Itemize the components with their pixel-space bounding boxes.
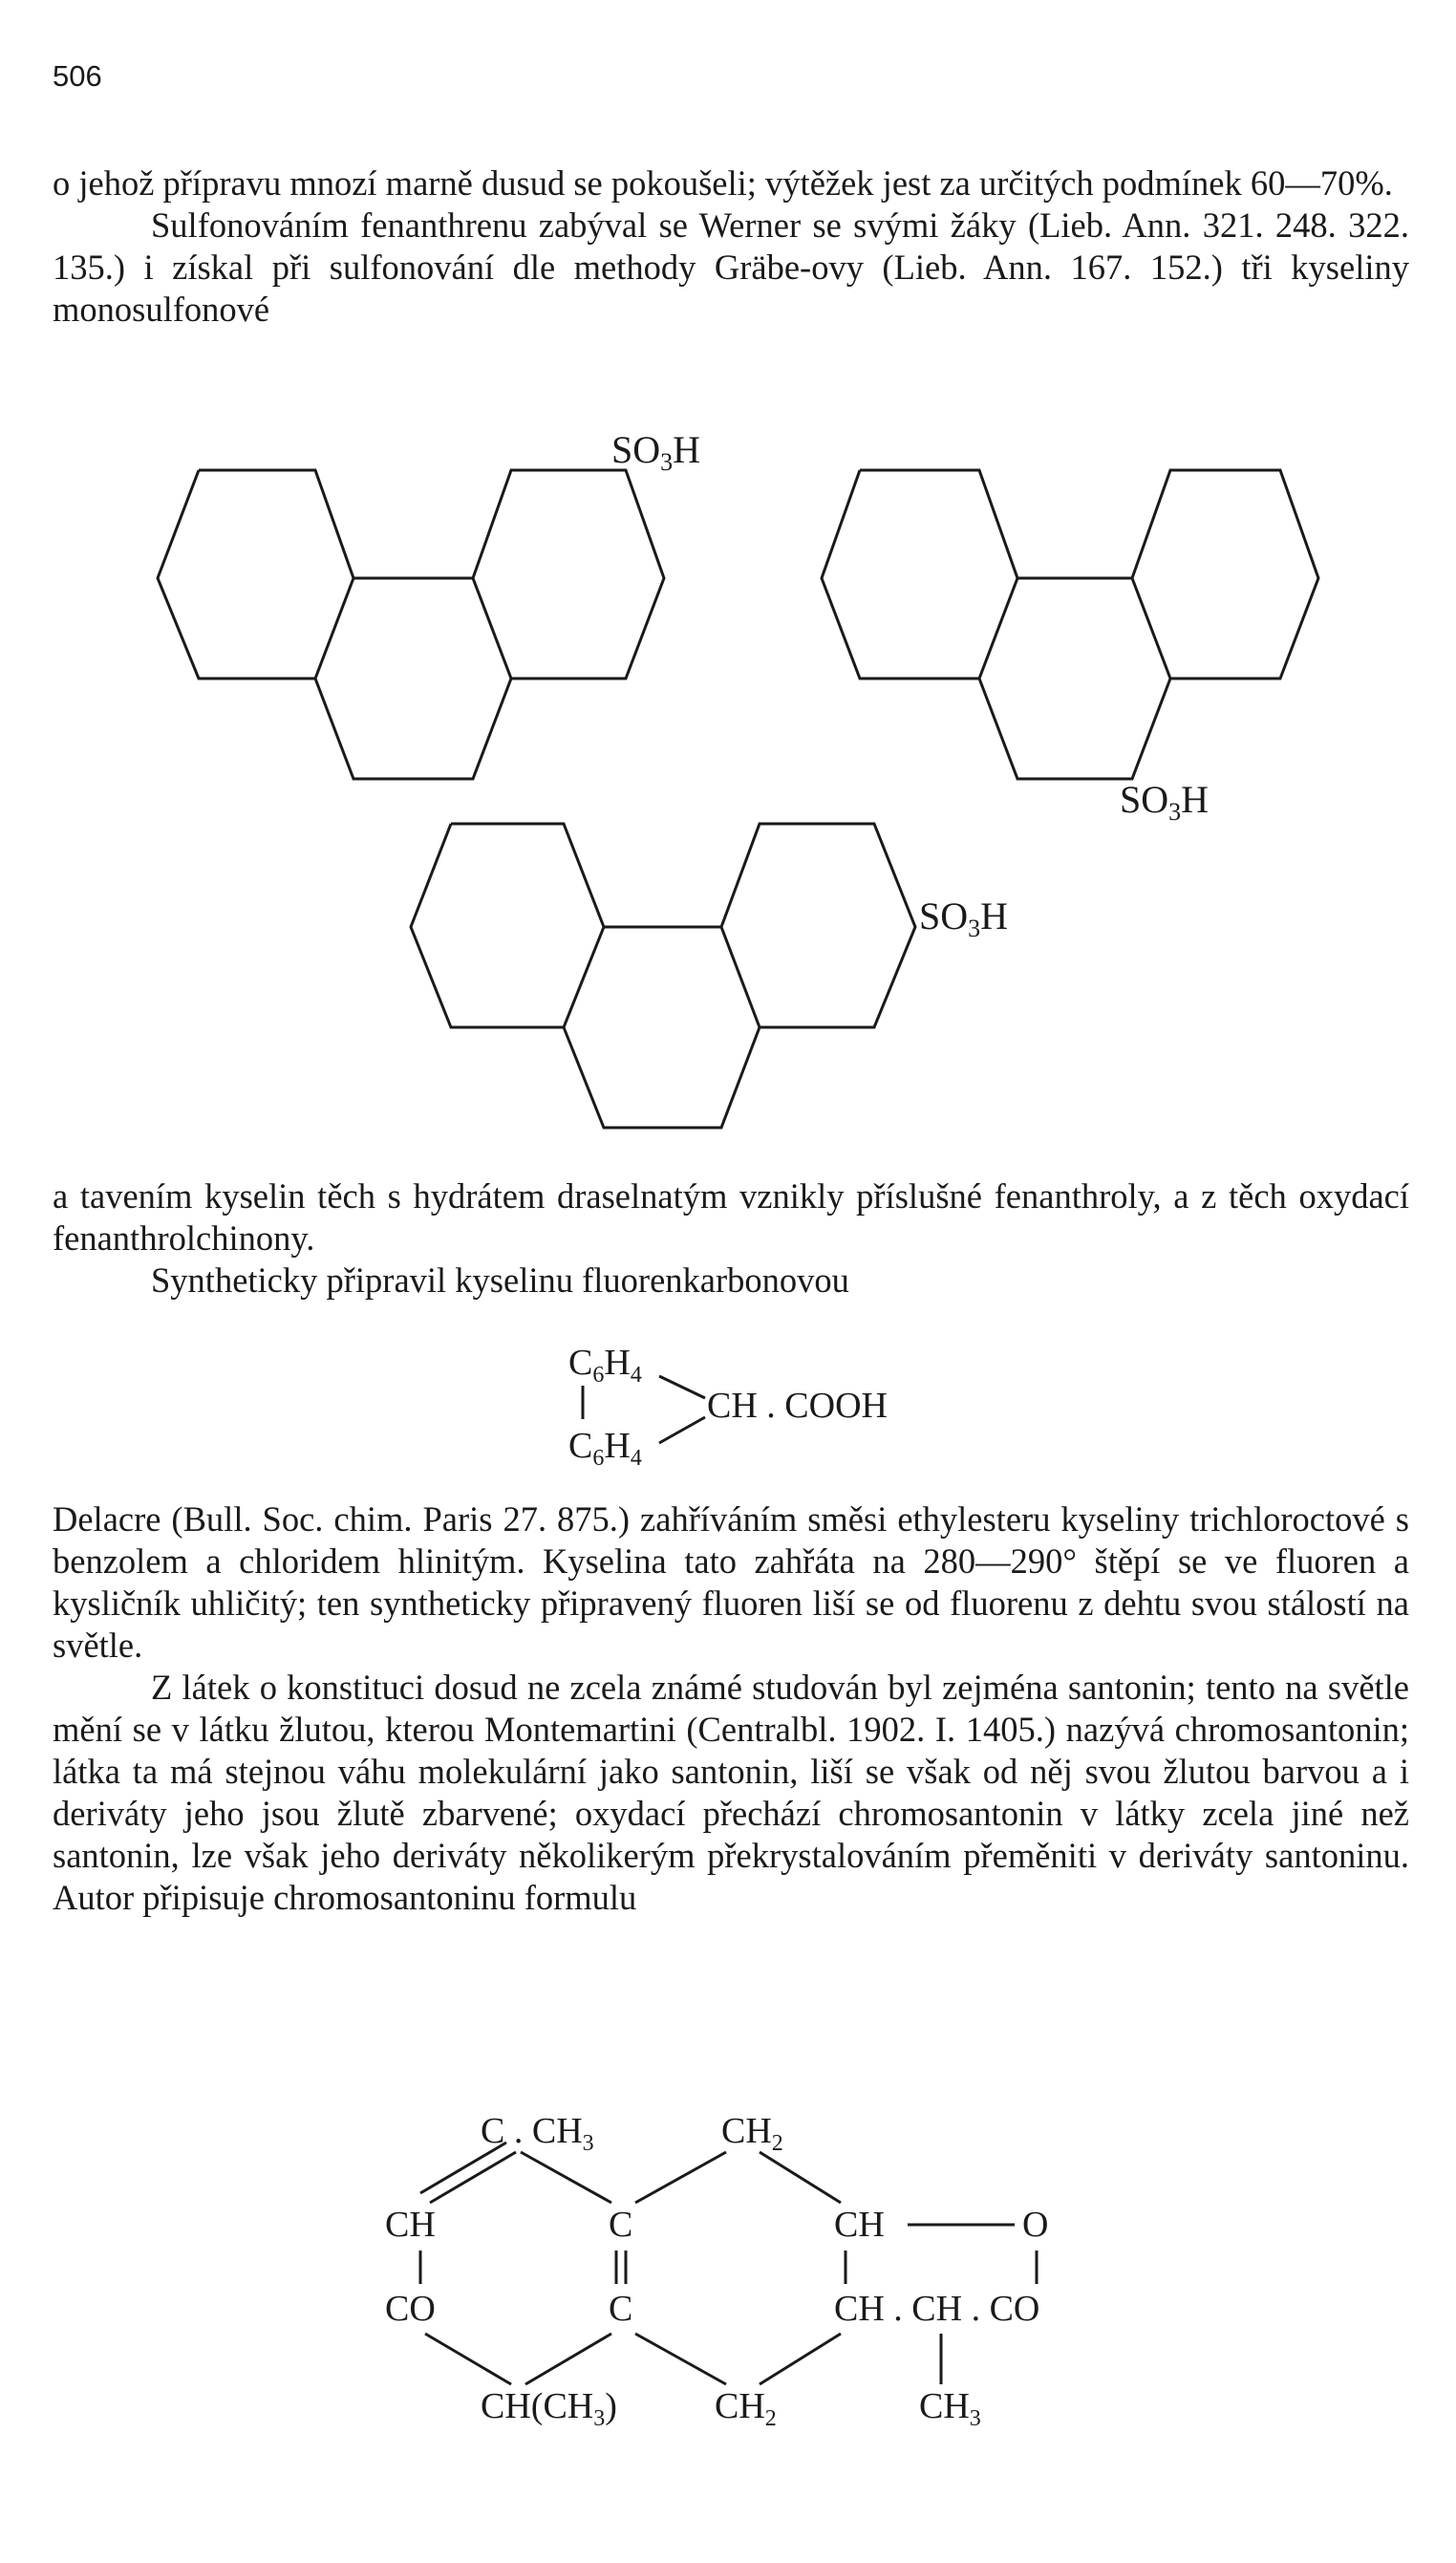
bond-c-ch2 [635, 2152, 726, 2203]
so3h-label-3: $SO_3H$ [919, 894, 1009, 942]
bond-ch-cch3-a [430, 2152, 516, 2203]
c-mid-bot-atom: C [609, 2289, 633, 2329]
paragraph-delacre: Delacre (Bull. Soc. chim. Paris 27. 875.) zahříváním směsi ethylesteru kyseliny trichloroctové s benzolem a chloridem hlinitým. Kyselina tato zahřáta na 280—290° štěpí se ve fluoren a kysličník uhličitý; ten syntheticky připravený fluoren liší se od fluorenu z dehtu svou stálostí na světle. [53, 1499, 1409, 1665]
paragraph-phenanthrols: a tavením kyselin těch s hydrátem draselnatým vznikly příslušné fenanthroly, a z těch oxydací fenanthrolchinony. [53, 1176, 1409, 1258]
ch-cooh-group: CH . COOH [707, 1386, 888, 1426]
bond-c-ch2bot [635, 2334, 726, 2384]
ch-ch3-atom: $CH(CH_3)$ [481, 2386, 617, 2431]
c6h4-bottom: $C_6H_4$ [568, 1426, 642, 1471]
co-left-atom: CO [385, 2289, 436, 2329]
bond-cch3-c [521, 2152, 611, 2203]
santonin-bonds [420, 2143, 1040, 2384]
c6h4-top: $C_6H_4$ [568, 1343, 642, 1388]
c-ch3-atom: C . $CH_3$ [481, 2111, 594, 2156]
ch-left-atom: CH [385, 2205, 436, 2245]
ch2-bot-atom: $CH_2$ [715, 2386, 777, 2431]
ch3-bot-atom: $CH_3$ [919, 2386, 981, 2431]
paragraph-sulfonation: Sulfonováním fenanthrenu zabýval se Werner se svými žáky (Lieb. Ann. 321. 248. 322. 135.) i získal při sulfonování dle methody Gräbe-ovy (Lieb. Ann. 167. 152.) tři kyseliny monosulfonové [53, 205, 1409, 329]
ch-ch-co-group: CH . CH . CO [834, 2289, 1040, 2329]
paragraph-santonin: Z látek o konstituci dosud ne zcela známé studován byl zejména santonin; tento na světle mění se v látku žlutou, kterou Montemartini (Centralbl. 1902. I. 1405.) nazývá chromosantonin; látka ta má stejnou váhu molekulární jako santonin, liší se však od něj svou žlutou barvou a i deriváty jeho jsou žlutě zbarvené; oxydací přechází chromosantonin v látky zcela jiné než santonin, lze však jeho deriváty několikerým překrystalováním přeměniti v deriváty santoninu. Autor připisuje chromosantoninu formulu [53, 1668, 1409, 1917]
page-number: 506 [53, 59, 102, 93]
paragraph-intro: o jehož přípravu mnozí marně dusud se pokoušeli; výtěžek jest za určitých podmínek 60—70%. [53, 163, 1393, 203]
so3h-label-1: $SO_3H$ [611, 428, 701, 476]
bond-ch-ch2bot [760, 2334, 841, 2384]
ch2-top-atom: $CH_2$ [721, 2111, 783, 2156]
bond-ch-cch3-b [420, 2143, 506, 2193]
paragraph-synthesis: Syntheticky připravil kyselinu fluorenkarbonovou [151, 1260, 849, 1300]
bond-ch2-ch [760, 2152, 841, 2203]
so3h-label-2: $SO_3H$ [1120, 778, 1210, 826]
o-right-atom: O [1022, 2205, 1049, 2245]
c-mid-top-atom: C [609, 2205, 633, 2245]
bond-co-chch3 [425, 2334, 511, 2384]
bond-c-chch3 [525, 2334, 611, 2384]
ch-right-atom: CH [834, 2205, 885, 2245]
